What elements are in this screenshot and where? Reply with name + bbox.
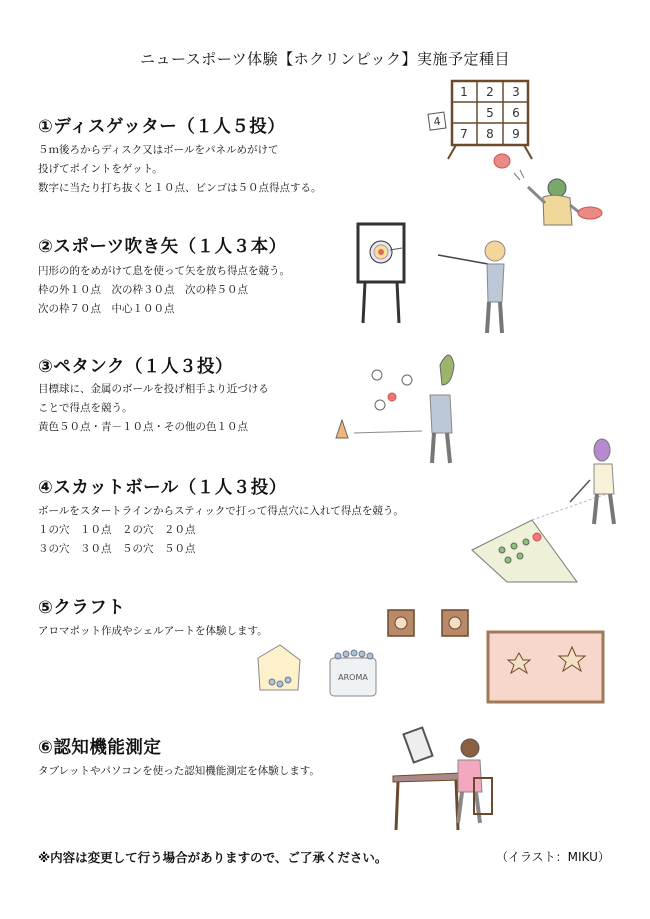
shell-art-board xyxy=(488,632,603,702)
fukiya-illustration xyxy=(350,218,520,343)
bingo-loose-number: 4 xyxy=(432,114,442,129)
bingo-number: 8 xyxy=(486,127,494,141)
section-line: 枠の外１０点 次の枠３０点 次の枠５０点 xyxy=(38,284,248,296)
player-head xyxy=(594,439,610,461)
thrown-disc xyxy=(494,154,510,168)
section-line: ボールをスタートラインからスティックで打って得点穴に入れて得点を競う。 xyxy=(38,505,404,517)
section-line: アロマポット作成やシェルアートを体験します。 xyxy=(38,625,268,637)
section-body-craft xyxy=(38,622,268,641)
footer-note: ※内容は変更して行う場合がありますので、ご了承ください。 xyxy=(38,850,388,865)
scat-ball xyxy=(533,533,541,541)
bingo-number: 9 xyxy=(512,127,520,141)
bingo-number: 7 xyxy=(460,127,468,141)
bingo-number: 3 xyxy=(512,85,520,99)
section-line: 次の枠７０点 中心１００点 xyxy=(38,303,175,315)
page-title: ニュースポーツ体験【ホクリンピック】実施予定種目 xyxy=(139,50,511,68)
section-heading-fukiya: ②スポーツ吹き矢（１人３本） xyxy=(38,237,287,257)
cognitive-illustration xyxy=(388,718,498,840)
tablet xyxy=(403,727,432,762)
section-body-cognitive xyxy=(38,762,320,781)
section-line: 数字に当たり打ち抜くと１０点、ビンゴは５０点得点する。 xyxy=(38,182,322,194)
section-line: 目標球に、金属のボールを投げ相手より近づける xyxy=(38,383,269,395)
section-heading-petanque: ③ペタンク（１人３投） xyxy=(38,357,233,377)
section-heading-craft: ⑤クラフト xyxy=(38,598,126,618)
aroma-label: AROMA xyxy=(338,673,368,682)
cone xyxy=(336,420,348,438)
section-body-petanque xyxy=(38,380,269,437)
section-line: ５ｍ後ろからディスク又はボールをパネルめがけて xyxy=(38,144,279,156)
disgetter-illustration xyxy=(420,75,620,235)
shooter-head xyxy=(485,241,505,261)
section-line: ことで得点を競う。 xyxy=(38,402,133,414)
section-line: タブレットやパソコンを使った認知機能測定を体験します。 xyxy=(38,765,320,777)
target-ball xyxy=(388,393,396,401)
section-body-fukiya xyxy=(38,262,290,319)
section-body-disgetter xyxy=(38,141,322,198)
user-head xyxy=(461,739,479,757)
petanque-illustration xyxy=(322,345,472,470)
section-line: 投げてポイントをゲット。 xyxy=(38,163,163,175)
petanque-ball xyxy=(372,370,382,380)
stick xyxy=(570,480,590,502)
petanque-ball xyxy=(402,375,412,385)
desk xyxy=(393,773,460,782)
illustration-credit: （イラスト：MIKU） xyxy=(496,850,610,864)
bingo-number: 2 xyxy=(486,85,494,99)
bingo-number: 5 xyxy=(486,106,494,120)
bingo-number: 6 xyxy=(512,106,520,120)
blowgun xyxy=(438,255,488,264)
player-head xyxy=(548,179,566,197)
player-head xyxy=(440,355,454,385)
section-line: 黄色５０点・青－１０点・その他の色１０点 xyxy=(38,421,248,433)
scatball-illustration xyxy=(462,432,632,592)
bingo-number: 1 xyxy=(460,85,468,99)
section-heading-scatball: ④スカットボール（１人３投） xyxy=(38,478,287,498)
score-board xyxy=(472,520,577,582)
held-disc xyxy=(578,207,602,219)
section-heading-disgetter: ①ディスゲッター（１人５投） xyxy=(38,117,286,137)
section-heading-cognitive: ⑥認知機能測定 xyxy=(38,738,162,758)
craft-illustration xyxy=(250,600,620,720)
section-line: ３の穴 ３０点 ５の穴 ５０点 xyxy=(38,543,196,555)
section-line: １の穴 １０点 ２の穴 ２０点 xyxy=(38,524,196,536)
section-body-scatball xyxy=(38,502,404,559)
petanque-ball xyxy=(375,400,385,410)
section-line: 円形の的をめがけて息を使って矢を放ち得点を競う。 xyxy=(38,265,290,277)
